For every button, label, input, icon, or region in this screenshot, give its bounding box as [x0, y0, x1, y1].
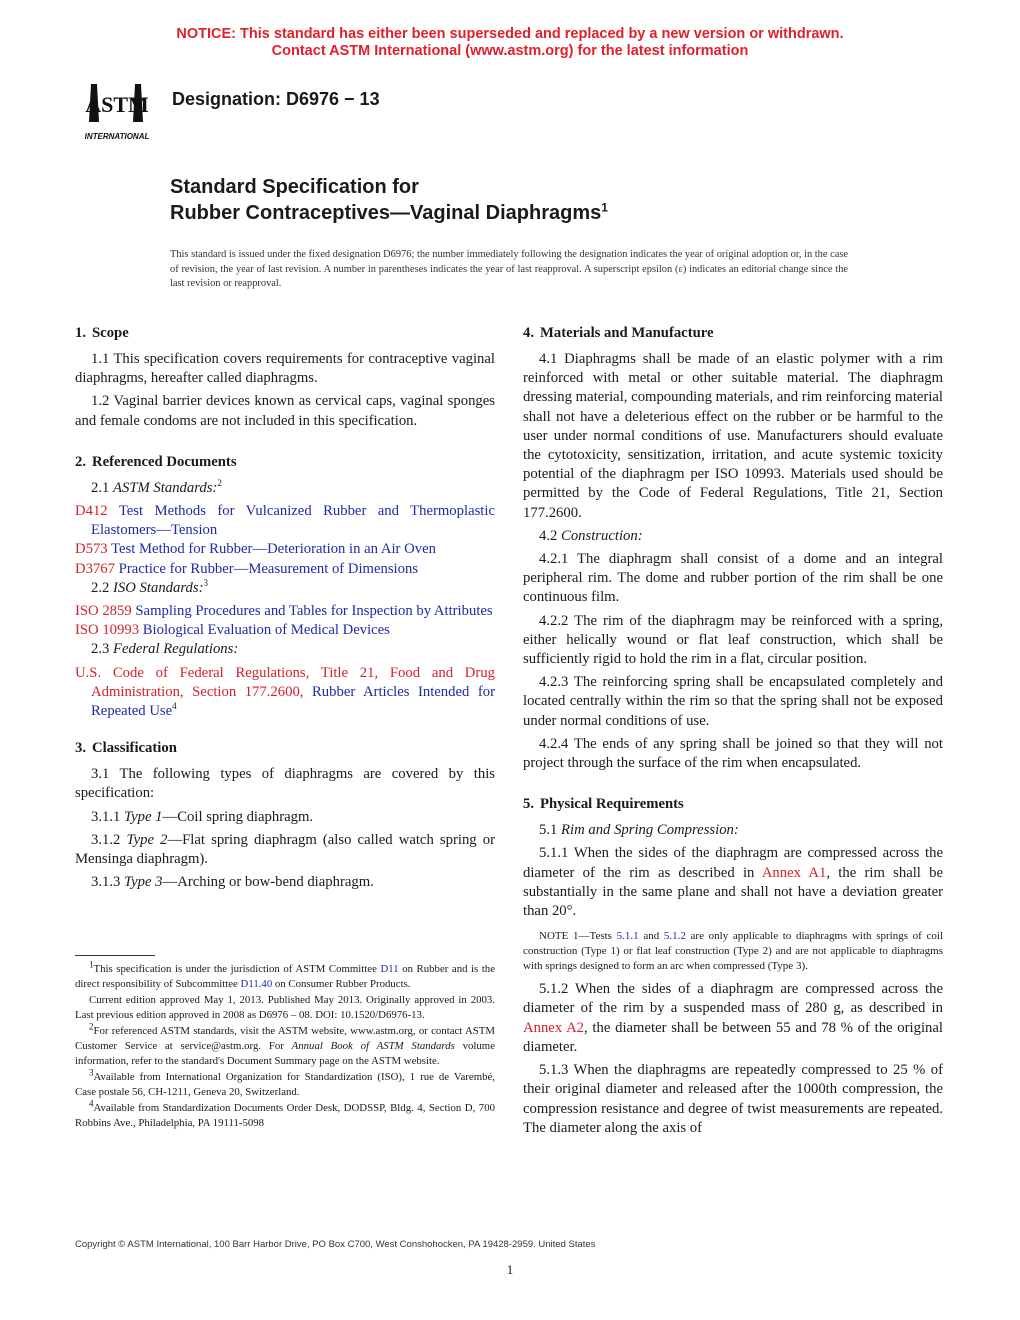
type-label: Type 3	[124, 874, 163, 891]
paragraph-3-1-2	[75, 831, 495, 869]
paragraph-5-1-2	[523, 980, 943, 1057]
reference-iso-10993[interactable]	[75, 621, 495, 640]
section-number: 4.	[523, 325, 535, 341]
footnote-text: This specification is under the jurisdiction of ASTM Committee	[93, 963, 381, 975]
section-2-heading	[75, 453, 495, 471]
paragraph-4-2-4: 4.2.4 The ends of any spring shall be joined so that they will not project through the surface of the rim when encapsulated.	[523, 735, 943, 772]
footnote-text: on Rubber and is the direct responsibility of Subcommittee	[75, 963, 496, 990]
clause-number: 5.1	[539, 822, 558, 839]
clause-label: ASTM Standards:	[113, 479, 218, 496]
clause-number: 4.2	[539, 527, 558, 544]
subcommittee-link[interactable]: D11.40	[240, 977, 273, 990]
paragraph-text: , the diameter shall be between 55 and 78 % of the original diameter.	[523, 1019, 943, 1055]
reference-code[interactable]: ISO 2859	[75, 603, 132, 620]
paragraph-4-2-2: 4.2.2 The rim of the diaphragm may be reinforced with a spring, either helically wound or flat leaf construction, which shall be sufficiently rigid to hold the rim in a flat, circular position.	[523, 612, 943, 668]
footnote-text: Available from International Organization for Standardization (ISO), 1 rue de Varembé, Case postale 56, CH-1211, Geneva 20, Switzerland.	[75, 1071, 495, 1098]
iso-standards-label	[75, 579, 495, 598]
annex-a1-link[interactable]: Annex A1	[761, 864, 827, 881]
clause-label: ISO Standards:	[113, 579, 204, 596]
clause-label: Construction:	[561, 527, 643, 544]
paragraph-text: , the rim shall be substantially in the same plane and shall not have a deviation greater than 20°.	[523, 864, 943, 920]
reference-title[interactable]: Biological Evaluation of Medical Devices	[142, 622, 390, 639]
paragraph-text: 5.1.1 When the sides of the diaphragm are compressed across the diameter of the rim as described in	[523, 845, 943, 881]
title-line-2	[170, 200, 608, 226]
section-title: Referenced Documents	[92, 453, 237, 470]
section-title: Classification	[92, 740, 177, 757]
clause-number: 2.1	[91, 479, 110, 496]
footnote-text: For referenced ASTM standards, visit the ASTM website, www.astm.org, or contact ASTM Customer Service at service@astm.org. For	[75, 1025, 495, 1052]
paragraph-1-2: 1.2 Vaginal barrier devices known as cervical caps, vaginal sponges and female condoms are not included in this specification.	[75, 393, 495, 429]
reference-code[interactable]: D3767	[75, 560, 115, 577]
designation: Designation: D6976 − 13	[172, 89, 380, 109]
reference-d412[interactable]	[75, 502, 495, 540]
paragraph-1-1: 1.1 This specification covers requirements for contraceptive vaginal diaphragms, hereafter called diaphragms.	[75, 351, 495, 387]
footnote-2: $^2$For referenced ASTM standards, visit the ASTM website, www.astm.org, or contact ASTM Customer Service at service@astm.org. For Annual Book of ASTM Standards volume information, refer to the standard's Document Summary page on the ASTM website.	[75, 1021, 495, 1067]
reference-code[interactable]: D573	[75, 541, 108, 558]
reference-title[interactable]: Rubber Articles Intended for Repeated Use	[91, 683, 496, 720]
issuance-statement: This standard is issued under the fixed designation D6976; the number immediately following the designation indicates the year of original adoption or, in the case of revision, the year of last revision. A number in parentheses indicates the year of last reapproval. A superscript epsilon (ε) indicates an editorial change since the last revision or reapproval.	[170, 249, 848, 290]
reference-title[interactable]: Sampling Procedures and Tables for Inspection by Attributes	[135, 603, 493, 620]
withdrawn-notice	[0, 26, 1020, 60]
clause-number: 3.1.2	[91, 831, 121, 848]
astm-standards-label	[75, 479, 495, 498]
footnote-text: volume information, refer to the standard's Document Summary page on the ASTM website.	[75, 1039, 495, 1067]
reference-code[interactable]: U.S. Code of Federal Regulations, Title 21, Food and Drug Administration, Section 177.2600,	[75, 664, 495, 700]
footnotes	[75, 959, 496, 1133]
paragraph-3-1-3	[75, 873, 495, 892]
title-line-1: Standard Specification for	[170, 176, 419, 198]
reference-d573[interactable]	[75, 540, 495, 559]
clause-label: Federal Regulations:	[113, 641, 239, 658]
notice-line-1: NOTICE: This standard has either been superseded and replaced by a new version or withdrawn.	[176, 26, 844, 42]
federal-regulations-label	[75, 640, 495, 659]
title-footnote-ref[interactable]: 1	[601, 200, 608, 215]
section-number: 2.	[75, 453, 87, 470]
footnote-ref[interactable]: 2	[217, 477, 222, 488]
footnote-4: $^4$Available from Standardization Documents Order Desk, DODSSP, Bldg. 4, Section D, 700 Robbins Ave., Philadelphia, PA 19111-5098	[75, 1098, 495, 1129]
type-label: Type 1	[124, 808, 163, 825]
note-text: and	[638, 930, 664, 943]
footnote-italic: Annual Book of ASTM Standards	[291, 1039, 455, 1052]
paragraph-text: 5.1.2 When the sides of a diaphragm are compressed across the diameter of the rim by a suspended mass of 280 g, as described in	[523, 981, 943, 1017]
section-number: 3.	[75, 740, 87, 757]
copyright-line: Copyright © ASTM International, 100 Barr Harbor Drive, PO Box C700, West Conshohocken, PA 19428-2959. United States	[75, 1239, 596, 1250]
note-1	[523, 929, 943, 974]
left-column	[75, 318, 495, 896]
committee-link[interactable]: D11	[380, 963, 399, 975]
paragraph-4-2-3: 4.2.3 The reinforcing spring shall be encapsulated completely and located centrally within the rim so that the spring shall not be exposed under normal conditions of use.	[523, 674, 943, 729]
reference-d3767[interactable]	[75, 560, 495, 579]
footnote-ref[interactable]: 4	[172, 701, 177, 712]
section-title: Scope	[92, 325, 129, 341]
annex-a2-link[interactable]: Annex A2	[523, 1019, 585, 1036]
footnote-1-edition: Current edition approved May 1, 2013. Published May 2013. Originally approved in 2003. Last previous edition approved in 2008 as D6976 – 08. DOI: 10.1520/D6976-13.	[75, 994, 495, 1021]
footnote-1: $^1$This specification is under the jurisdiction of ASTM Committee D11 on Rubber and is the direct responsibility of Subcommittee D11.40 on Consumer Rubber Products.	[75, 959, 496, 990]
section-number: 1.	[75, 325, 87, 341]
document-title	[170, 174, 608, 226]
paragraph-5-1-3: 5.1.3 When the diaphragms are repeatedly compressed to 25 % of their original diameter and released after the 1000th compression, the compression resistance and degree of twist measurements are repeated. The diameter along the axis of	[523, 1062, 943, 1136]
section-number: 5.	[523, 796, 535, 813]
section-1-heading	[75, 324, 495, 342]
type-description: —Coil spring diaphragm.	[162, 808, 314, 825]
page-number: 1	[506, 1262, 514, 1277]
paragraph-4-1: 4.1 Diaphragms shall be made of an elastic polymer with a rim reinforced with metal or other suitable material. The diaphragm dressing material, compounding materials, and rim reinforcing material shall not have a deleterious effect on the rubber or be harmful to the user under normal conditions of use. Manufacturers should evaluate the cytotoxicity, sensitization, irritation, and acute systemic toxicity potential of the diaphragm per ISO 10993. Materials used should be permitted by the Code of Federal Regulations, Title 21, Section 177.2600.	[523, 351, 943, 521]
reference-code[interactable]: D412	[75, 503, 108, 520]
right-column	[523, 318, 943, 1142]
construction-label	[523, 527, 943, 546]
reference-cfr[interactable]	[75, 664, 495, 722]
footnote-divider	[75, 955, 155, 956]
reference-title[interactable]: Test Method for Rubber—Deterioration in an Air Oven	[111, 541, 436, 558]
section-title: Physical Requirements	[540, 796, 684, 813]
astm-logo	[74, 78, 160, 142]
clause-number: 3.1.3	[91, 874, 121, 891]
type-label: Type 2	[126, 831, 168, 848]
footnote-3: $^3$Available from International Organization for Standardization (ISO), 1 rue de Varembé, Case postale 56, CH-1211, Geneva 20, Switzerland.	[75, 1067, 495, 1098]
reference-iso-2859[interactable]	[75, 602, 495, 621]
section-4-heading	[523, 324, 943, 342]
clause-link[interactable]: 5.1.2	[663, 930, 686, 943]
type-description: —Arching or bow-bend diaphragm.	[162, 874, 374, 891]
paragraph-3-1: 3.1 The following types of diaphragms are covered by this specification:	[75, 766, 495, 802]
clause-label: Rim and Spring Compression:	[561, 822, 739, 839]
footnote-ref[interactable]: 3	[203, 577, 208, 588]
reference-title[interactable]: Practice for Rubber—Measurement of Dimensions	[118, 560, 419, 577]
paragraph-3-1-1	[75, 808, 495, 827]
clause-number: 3.1.1	[91, 808, 121, 825]
logo-text: ASTM	[85, 92, 149, 117]
section-5-heading	[523, 795, 943, 813]
notice-line-2: Contact ASTM International (www.astm.org) for the latest information	[271, 43, 749, 59]
clause-number: 2.3	[91, 641, 110, 658]
section-title: Materials and Manufacture	[540, 325, 714, 341]
reference-title[interactable]: Test Methods for Vulcanized Rubber and Thermoplastic Elastomers—Tension	[91, 503, 495, 539]
section-3-heading	[75, 739, 495, 757]
note-text: NOTE 1—Tests	[539, 930, 617, 943]
note-text: are only applicable to diaphragms with springs of coil construction (Type 1) or flat leaf construction (Type 2) and are not applicable to diaphragms with springs designed to form an arc when compressed (Type 3).	[523, 930, 943, 973]
rim-spring-label	[523, 821, 943, 840]
footnote-text: on Consumer Rubber Products.	[272, 977, 411, 990]
footnote-text: Available from Standardization Documents Order Desk, DODSSP, Bldg. 4, Section D, 700 Robbins Ave., Philadelphia, PA 19111-5098	[75, 1102, 495, 1129]
reference-code[interactable]: ISO 10993	[75, 622, 140, 639]
paragraph-4-2-1: 4.2.1 The diaphragm shall consist of a dome and an integral peripheral rim. The dome and rubber portion of the rim shall be one continuous film.	[523, 551, 943, 606]
paragraph-5-1-1	[523, 844, 943, 921]
type-description: —Flat spring diaphragm (also called watch spring or Mensinga diaphragm).	[75, 831, 495, 868]
title-text: Rubber Contraceptives—Vaginal Diaphragms	[170, 202, 602, 224]
logo-subtext: INTERNATIONAL	[84, 132, 150, 141]
clause-number: 2.2	[91, 579, 110, 596]
clause-link[interactable]: 5.1.1	[616, 930, 639, 943]
